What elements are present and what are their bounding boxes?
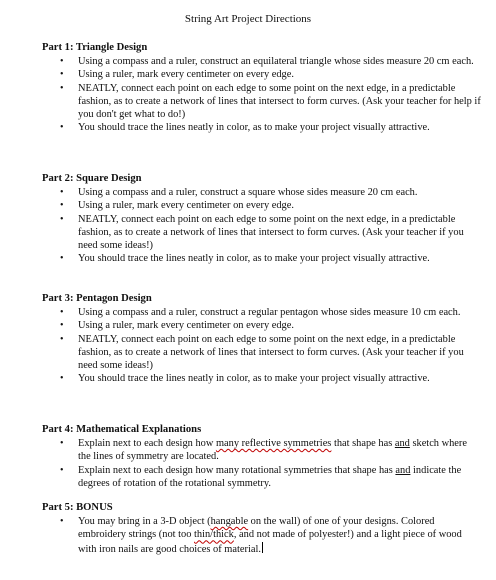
list-item: • Explain next to each design how many reflective symmetries that shape has and sketch where the lines of symmetry are located. bbox=[42, 437, 482, 463]
list-item: • You should trace the lines neatly in color, as to make your project visually attractive. bbox=[42, 252, 482, 265]
section-heading: Part 1: Triangle Design bbox=[42, 42, 148, 53]
section-part-3 bbox=[42, 292, 482, 385]
list-item: • You should trace the lines neatly in color, as to make your project visually attractive. bbox=[42, 121, 482, 134]
section-heading: Part 3: Pentagon Design bbox=[42, 293, 152, 304]
list-item: • NEATLY, connect each point on each edge to some point on the next edge, in a predictable fashion, as to create a network of lines that intersect to form curves. (Ask your teacher if you need some ideas!) bbox=[42, 213, 482, 253]
spelling-flag: many reflective symmetries bbox=[215, 438, 332, 450]
section-part-2 bbox=[42, 172, 482, 265]
list-item: • Explain next to each design how many rotational symmetries that shape has and indicate the degrees of rotation of the rotational symmetry. bbox=[42, 464, 482, 490]
spelling-flag: thin/thick bbox=[194, 529, 234, 541]
list-item: • Using a compass and a ruler, construct a square whose sides measure 20 cm each. bbox=[42, 186, 482, 199]
list-item: • NEATLY, connect each point on each edge to some point on the next edge, in a predictable fashion, as to create a network of lines that intersect to form curves. (Ask your teacher if you need some ideas!) bbox=[42, 333, 482, 373]
section-heading: Part 2: Square Design bbox=[42, 173, 142, 184]
list-item: • Using a compass and a ruler, construct a regular pentagon whose sides measure 10 cm each. bbox=[42, 306, 482, 319]
document-title: String Art Project Directions bbox=[184, 13, 312, 25]
list-item: • Using a ruler, mark every centimeter on every edge. bbox=[42, 199, 482, 212]
list-item: • You may bring in a 3-D object (hangable on the wall) of one of your designs. Colored embroidery strings (not too thin/thick, and not made of polyester!) and a light piece of wood with iron nails are good choices of material. bbox=[42, 515, 482, 556]
bullet-list bbox=[42, 306, 482, 385]
spelling-flag: hangable bbox=[210, 516, 249, 528]
list-item: • NEATLY, connect each point on each edge to some point on the next edge, in a predictable fashion, as to create a network of lines that intersect to form curves. (Ask your teacher for help if you don't get what to do!) bbox=[42, 82, 482, 122]
bullet-list bbox=[42, 186, 482, 265]
list-item: • You should trace the lines neatly in color, as to make your project visually attractive. bbox=[42, 372, 482, 385]
bullet-list bbox=[42, 55, 482, 134]
section-part-5 bbox=[42, 501, 482, 556]
list-item: • Using a ruler, mark every centimeter on every edge. bbox=[42, 68, 482, 81]
bullet-list bbox=[42, 515, 482, 556]
list-item: • Using a ruler, mark every centimeter on every edge. bbox=[42, 319, 482, 332]
section-heading: Part 5: BONUS bbox=[42, 502, 113, 513]
list-item: • Using a compass and a ruler, construct an equilateral triangle whose sides measure 20 cm each. bbox=[42, 55, 482, 68]
text-cursor[interactable] bbox=[262, 542, 264, 553]
section-heading: Part 4: Mathematical Explanations bbox=[42, 424, 202, 435]
section-part-4 bbox=[42, 423, 482, 490]
section-part-1 bbox=[42, 41, 482, 134]
bullet-list bbox=[42, 437, 482, 490]
